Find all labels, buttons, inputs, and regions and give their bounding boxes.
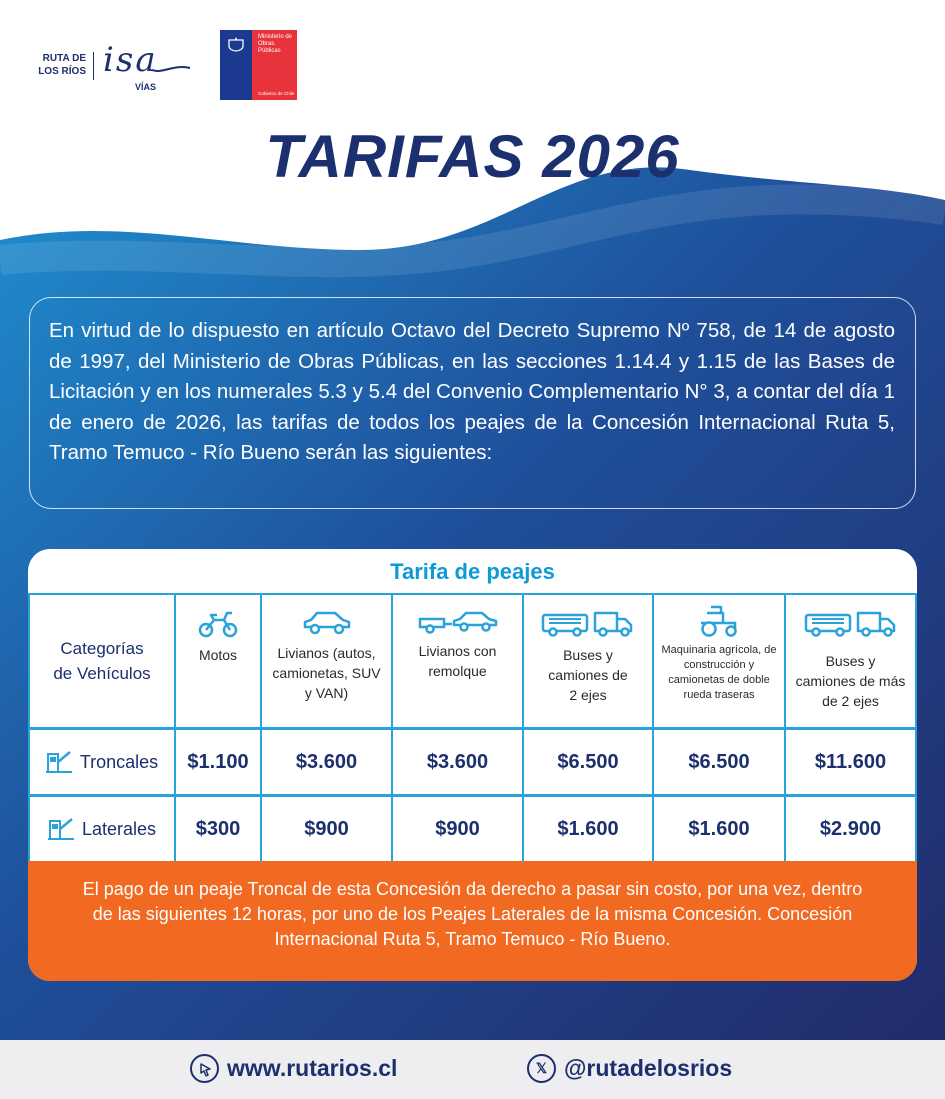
ruta-de-los-rios-logo (34, 52, 86, 78)
isa-logo: isa (103, 40, 158, 80)
category-header (30, 595, 174, 727)
mop-logo (220, 30, 297, 100)
vias-label: VÍAS (135, 82, 157, 92)
price-troncales-2-ejes: $6.500 (524, 730, 652, 794)
mop-line-3: Públicas (258, 48, 281, 54)
social-text[interactable]: @rutadelosrios (564, 1055, 733, 1081)
mop-line-1: Ministerio de (258, 34, 293, 40)
price-troncales-remolque: $3.600 (393, 730, 522, 794)
website-text[interactable]: www.rutarios.cl (227, 1055, 398, 1081)
mop-line-2: Obras (258, 41, 275, 47)
toll-booth-icon (46, 750, 72, 774)
page-title: TARIFAS 2026 (265, 123, 680, 190)
intro-text: En virtud de lo dispuesto en artículo Octavo del Decreto Supremo Nº 758, de 14 de agosto de 1997, del Ministerio de Obras Públicas, en las secciones 1.14.4 y 1.15 de las Bases de Licitación y en los numerales 5.3 y 5.4 del Convenio Complementario N° 3, a contar del día 1 de enero de 2026, las tarifas de todos los peajes de la Concesión Internacional Ruta 5, Tramo Temuco - Río Bueno serán las siguientes: (49, 319, 895, 464)
row-label-laterales (30, 797, 174, 861)
table-title: Tarifa de peajes (390, 559, 555, 584)
logo-line-2: LOS RÍOS (38, 66, 86, 77)
price-laterales-2-ejes: $1.600 (524, 797, 652, 861)
price-laterales-remolque: $900 (393, 797, 522, 861)
price-laterales-mas-2-ejes: $2.900 (786, 797, 915, 861)
mop-name (258, 34, 298, 55)
price-troncales-mas-2-ejes: $11.600 (786, 730, 915, 794)
column-header-2-ejes (524, 595, 652, 727)
column-header-livianos (262, 595, 391, 727)
category-header-line-2: de Vehículos (53, 664, 151, 683)
bus-truck-icon (804, 609, 898, 639)
logo-line-1: RUTA DE (42, 53, 86, 64)
car-trailer-icon (416, 609, 500, 635)
column-label-livianos: Livianos (autos, camionetas, SUV y VAN) (272, 645, 381, 701)
column-header-motos (176, 595, 260, 727)
logo-divider (93, 52, 94, 80)
column-label-mas-2-ejes: Buses y camiones de más de 2 ejes (795, 653, 906, 709)
x-logo-icon: 𝕏 (527, 1054, 556, 1083)
column-label-remolque: Livianos con remolque (418, 643, 497, 679)
car-icon (301, 609, 353, 637)
bus-truck-icon (541, 609, 635, 639)
tariff-card (28, 549, 917, 981)
row-label-text: Troncales (79, 751, 159, 772)
column-header-maquinaria (654, 595, 784, 727)
price-laterales-motos: $300 (176, 797, 260, 861)
price-troncales-motos: $1.100 (176, 730, 260, 794)
row-label-troncales (30, 730, 174, 794)
motorcycle-icon (197, 609, 239, 639)
isa-swoosh-icon (150, 62, 192, 76)
column-header-remolque (393, 595, 522, 727)
mop-gobierno-label: Gobierno de Chile (258, 91, 295, 96)
category-header-line-1: Categorías (60, 639, 144, 658)
cursor-click-icon (190, 1054, 219, 1083)
price-troncales-livianos: $3.600 (262, 730, 391, 794)
price-troncales-maquinaria: $6.500 (654, 730, 784, 794)
column-header-mas-2-ejes (786, 595, 915, 727)
column-label-maquinaria: Maquinaria agrícola, de construcción y camionetas de doble rueda traseras (661, 644, 777, 701)
crest-icon (226, 36, 246, 52)
tariff-table (28, 593, 917, 861)
tractor-icon (697, 605, 741, 637)
website-link[interactable] (190, 1054, 397, 1083)
price-laterales-maquinaria: $1.600 (654, 797, 784, 861)
toll-booth-icon (48, 817, 74, 841)
column-label-2-ejes: Buses y camiones de 2 ejes (548, 647, 628, 703)
social-link[interactable] (527, 1054, 732, 1083)
row-label-text: Laterales (81, 818, 157, 839)
price-laterales-livianos: $900 (262, 797, 391, 861)
mop-blue-band (220, 30, 252, 100)
intro-box (29, 297, 916, 509)
footer (0, 1040, 945, 1099)
note-banner: El pago de un peaje Troncal de esta Concesión da derecho a pasar sin costo, por una vez, dentro de las siguientes 12 horas, por uno de los Peajes Laterales de la misma Concesión. Concesión Internacional Ruta 5, Tramo Temuco - Río Bueno. (28, 861, 917, 981)
column-label-motos: Motos (198, 647, 238, 663)
